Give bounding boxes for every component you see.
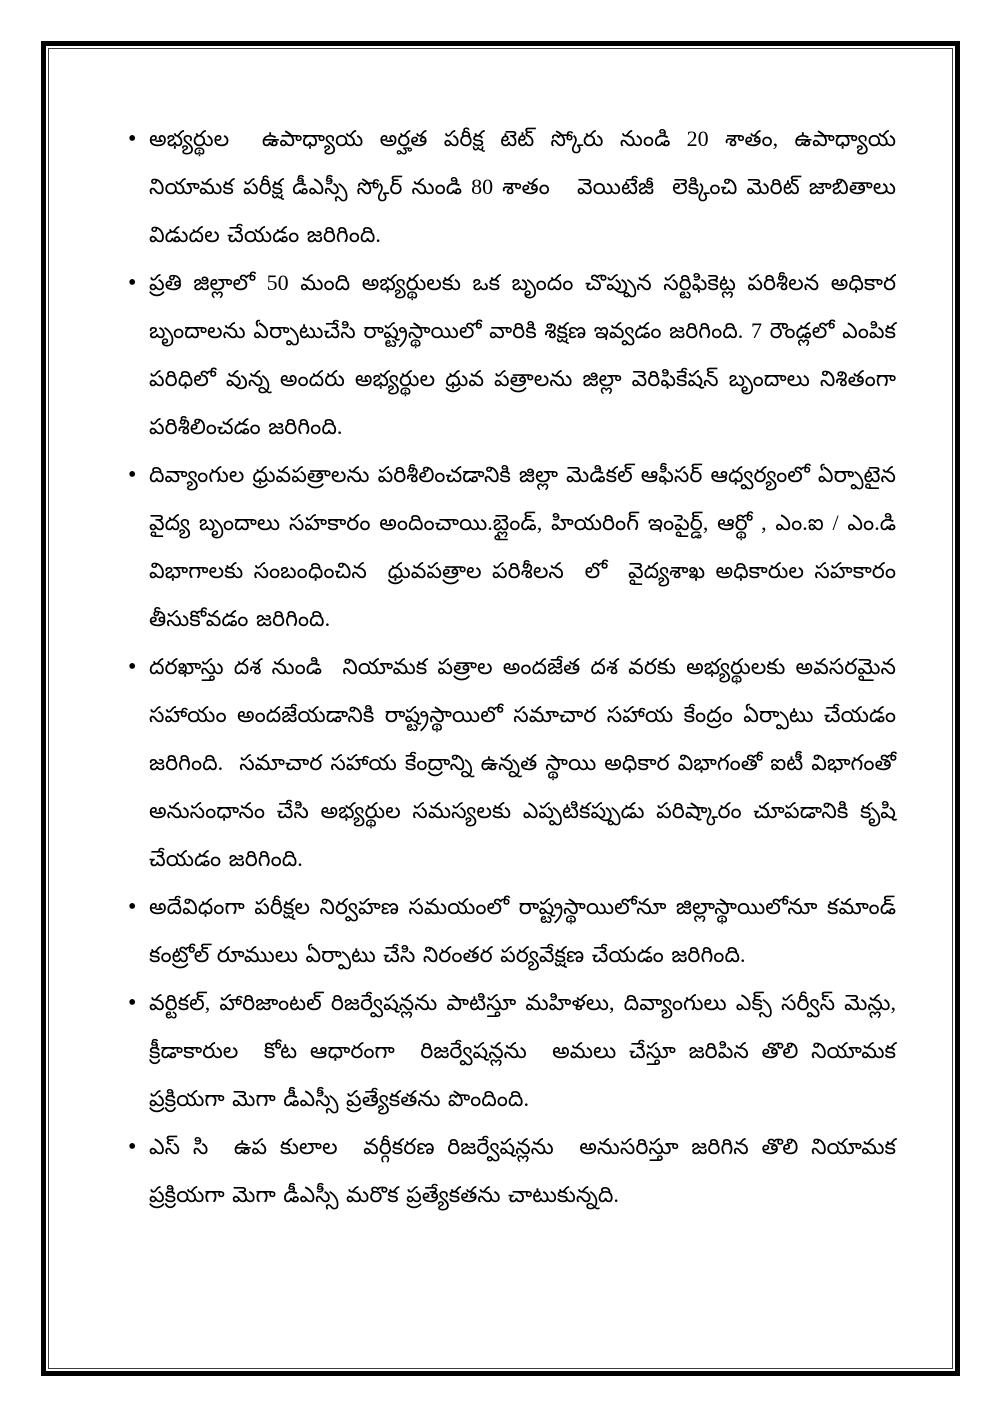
bullet-item [128,979,904,1123]
bullet-text: వర్టికల్, హారిజాంటల్ రిజర్వేషన్లను పాటిస్తూ మహిళలు, దివ్యాంగులు ఎక్స్ సర్వీస్ మెన్లు, క్రీడాకారుల కోట ఆధారంగా రిజర్వేషన్లను అమలు చేస్తూ జరిపిన తొలి నియామక ప్రక్రియగా మెగా డీఎస్సీ ప్రత్యేకతను పొందింది. [149,990,904,1111]
bullet-marker-icon: • [128,1134,137,1160]
bullet-item [128,1123,904,1219]
page-border-frame [41,41,960,1376]
bullet-marker-icon: • [128,894,137,920]
page-border-inner [48,48,953,1369]
bullet-text: దివ్యాంగుల ధ్రువపత్రాలను పరిశీలించడానికి జిల్లా మెడికల్ ఆఫీసర్ ఆధ్వర్యంలో ఏర్పాటైన వైద్య బృందాలు సహకారం అందించాయి.బ్లైండ్, హియరింగ్ ఇంపైర్డ్, ఆర్థో , ఎం.ఐ / ఎం.డి విభాగాలకు సంబంధించిన ధ్రువపత్రాల పరిశీలన లో వైద్యశాఖ అధికారుల సహకారం తీసుకోవడం జరిగింది. [149,462,904,631]
bullet-text: అదేవిధంగా పరీక్షల నిర్వహణ సమయంలో రాష్ట్రస్థాయిలోనూ జిల్లాస్థాయిలోనూ కమాండ్ కంట్రోల్ రూములు ఏర్పాటు చేసి నిరంతర పర్యవేక్షణ చేయడం జరిగింది. [149,894,904,967]
bullet-marker-icon: • [128,654,137,680]
bullet-list [49,49,952,1219]
bullet-item [128,883,904,979]
bullet-marker-icon: • [128,462,137,488]
bullet-marker-icon: • [128,126,137,152]
bullet-text: దరఖాస్తు దశ నుండి నియామక పత్రాల అందజేత దశ వరకు అభ్యర్థులకు అవసరమైన సహాయం అందజేయడానికి రాష్ట్రస్థాయిలో సమాచార సహాయ కేంద్రం ఏర్పాటు చేయడం జరిగింది. సమాచార సహాయ కేంద్రాన్ని ఉన్నత స్థాయి అధికార విభాగంతో ఐటీ విభాగంతో అనుసంధానం చేసి అభ్యర్థుల సమస్యలకు ఎప్పటికప్పుడు పరిష్కారం చూపడానికి కృషి చేయడం జరిగింది. [149,654,904,871]
bullet-marker-icon: • [128,270,137,296]
bullet-marker-icon: • [128,990,137,1016]
bullet-item [128,259,904,451]
bullet-item [128,643,904,883]
bullet-item [128,451,904,643]
bullet-text: అభ్యర్థుల ఉపాధ్యాయ అర్హత పరీక్ష టెట్ స్కోరు నుండి 20 శాతం, ఉపాధ్యాయ నియామక పరీక్ష డీఎస్సీ స్కోర్ నుండి 80 శాతం వెయిటేజీ లెక్కించి మెరిట్ జాబితాలు విడుదల చేయడం జరిగింది. [149,126,904,247]
bullet-text: ఎస్ సి ఉప కులాల వర్గీకరణ రిజర్వేషన్లను అనుసరిస్తూ జరిగిన తొలి నియామక ప్రక్రియగా మెగా డీఎస్సీ మరొక ప్రత్యేకతను చాటుకున్నది. [149,1134,904,1207]
bullet-item [128,115,904,259]
bullet-text: ప్రతి జిల్లాలో 50 మంది అభ్యర్థులకు ఒక బృందం చొప్పున సర్టిఫికెట్ల పరిశీలన అధికార బృందాలను ఏర్పాటుచేసి రాష్ట్రస్థాయిలో వారికి శిక్షణ ఇవ్వడం జరిగింది. 7 రౌండ్లలో ఎంపిక పరిధిలో వున్న అందరు అభ్యర్థుల ధ్రువ పత్రాలను జిల్లా వెరిఫికేషన్ బృందాలు నిశితంగా పరిశీలించడం జరిగింది. [149,270,904,439]
